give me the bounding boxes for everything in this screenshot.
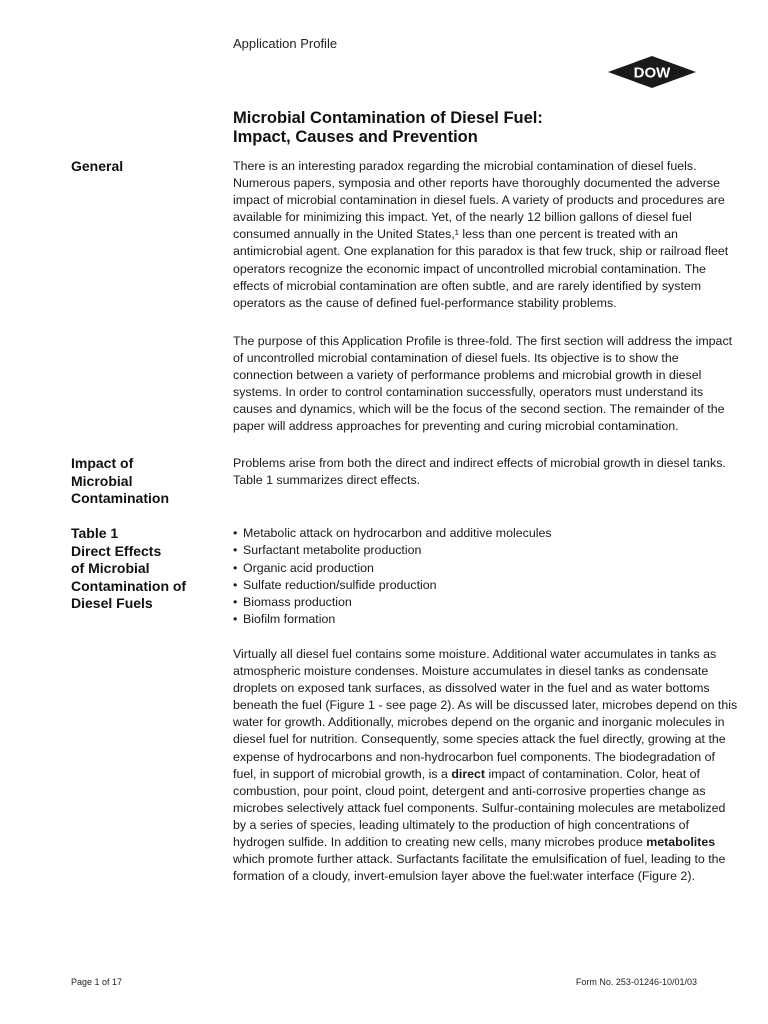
list-item	[233, 560, 552, 577]
text-line: atmospheric moisture condenses. Moisture accumulates in diesel tanks as condensate	[233, 664, 709, 679]
text-line: effects of microbial contamination are often subtle, and are rarely identified by system	[233, 278, 702, 293]
list-item-text: Biomass production	[243, 595, 352, 610]
text-line: consumed annually in the United States,¹ less than one percent is treated with an	[233, 227, 678, 242]
text-line: operators recognize the economic impact of uncontrolled microbial contamination. The	[233, 261, 706, 276]
list-item	[233, 577, 552, 594]
document-title	[233, 109, 543, 147]
heading-line: Direct Effects	[71, 542, 162, 559]
text-line: systems. In order to control contamination successfully, operators must understand its	[233, 385, 704, 400]
bullet-icon: •	[233, 526, 238, 540]
bullet-icon: •	[233, 612, 238, 627]
list-item-text: Organic acid production	[243, 560, 374, 575]
text-line: The purpose of this Application Profile is three-fold. The first section will address the impact	[233, 334, 733, 348]
bullet-icon: •	[233, 543, 238, 558]
list-item-text: Sulfate reduction/sulfide production	[243, 577, 437, 592]
text-run: fuel, in support of microbial growth, is a	[233, 766, 452, 781]
heading-line: Contamination	[71, 490, 169, 506]
list-item	[233, 611, 552, 628]
dow-logo	[606, 55, 698, 89]
logo-text: DOW	[633, 64, 671, 82]
list-item	[233, 525, 552, 542]
heading-line: of Microbial	[71, 560, 150, 576]
text-line	[233, 766, 705, 783]
bullet-icon: •	[233, 560, 238, 575]
emphasis-metabolites: metabolites	[646, 835, 716, 850]
text-line: which promote further attack. Surfactants facilitate the emulsification of fuel, leading to the	[233, 852, 726, 867]
text-line: antimicrobial agent. One explanation for this paradox is that few truck, ship or railroad fleet	[233, 244, 729, 259]
text-line: expense of hydrocarbons and non-hydrocarbon fuel components. The biodegradation of	[233, 749, 715, 764]
heading-line: Contamination of	[71, 577, 187, 594]
heading-line: General	[71, 158, 124, 174]
page-number: Page 1 of 17	[71, 977, 123, 987]
heading-line: Diesel Fuels	[71, 595, 153, 611]
table-1-heading	[71, 525, 186, 613]
header-label: Application Profile	[233, 36, 338, 51]
heading-line: Impact of	[71, 455, 134, 471]
direct-effects-list	[233, 525, 552, 629]
text-line: paper will address approaches for preventing and curing microbial contamination.	[233, 419, 679, 434]
text-line: impact of microbial contamination in diesel fuels. A variety of products and procedures are	[233, 193, 725, 208]
title-line: Impact, Causes and Prevention	[233, 128, 478, 146]
paragraph-general-2	[233, 333, 733, 436]
text-line: operators as the cause of defined fuel-performance stability problems.	[233, 295, 617, 310]
section-heading-impact	[71, 455, 169, 508]
emphasis-direct: direct	[451, 766, 486, 781]
text-line: Virtually all diesel fuel contains some moisture. Additional water accumulates in tanks as	[233, 647, 717, 661]
list-item-text: Surfactant metabolite production	[243, 543, 422, 558]
text-run: impact of contamination. Color, heat of	[485, 766, 700, 781]
text-line: diesel fuel for nutrition. Consequently, some species attack the fuel directly, growing at the	[233, 732, 726, 747]
text-line: There is an interesting paradox regarding the microbial contamination of diesel fuels.	[233, 159, 697, 173]
text-line: water for growth. Additionally, microbes depend on the organic and inorganic molecules in	[233, 715, 725, 730]
text-line: by a series of species, leading ultimately to the production of high concentrations of	[233, 817, 689, 832]
bullet-icon: •	[233, 577, 238, 592]
bullet-icon: •	[233, 595, 238, 610]
list-item	[233, 594, 552, 611]
section-heading-general	[71, 158, 123, 176]
text-line: droplets on exposed tank surfaces, as dissolved water in the fuel and as water bottoms	[233, 681, 710, 696]
text-line: available for minimizing this impact. Yet, of the nearly 12 billion gallons of diesel fuel	[233, 210, 692, 225]
text-line	[233, 834, 716, 851]
text-line: causes and dynamics, which will be the focus of the second section. The remainder of the	[233, 402, 725, 417]
paragraph-impact	[233, 455, 726, 489]
list-item-text: Metabolic attack on hydrocarbon and additive molecules	[243, 526, 552, 540]
paragraph-moisture	[233, 646, 738, 885]
paragraph-general-1	[233, 158, 729, 312]
text-line: Table 1 summarizes direct effects.	[233, 473, 421, 488]
text-line: formation of a cloudy, invert-emulsion layer above the fuel:water interface (Figure 2).	[233, 869, 695, 884]
title-line: Microbial Contamination of Diesel Fuel:	[233, 109, 543, 127]
list-item	[233, 542, 552, 559]
text-line: microbes selectively attack fuel components. Sulfur-containing molecules are metabolized	[233, 800, 726, 815]
text-line: Problems arise from both the direct and indirect effects of microbial growth in diesel tanks.	[233, 456, 726, 470]
form-number: Form No. 253-01246-10/01/03	[575, 977, 697, 987]
text-line: connection between a variety of performance problems and microbial growth in diesel	[233, 368, 702, 383]
text-line: Numerous papers, symposia and other reports have thoroughly documented the adverse	[233, 176, 720, 191]
heading-line: Table 1	[71, 525, 119, 541]
text-line: of uncontrolled microbial contamination of diesel fuels. Its objective is to show the	[233, 351, 679, 366]
heading-line: Microbial	[71, 472, 133, 489]
text-line: beneath the fuel (Figure 1 - see page 2). As will be discussed later, microbes depend on this	[233, 698, 738, 713]
text-line: combustion, pour point, cloud point, detergent and anti-corrosive properties change as	[233, 783, 706, 798]
text-run: hydrogen sulfide. In addition to creating new cells, many microbes produce	[233, 835, 647, 850]
list-item-text: Biofilm formation	[243, 612, 336, 627]
